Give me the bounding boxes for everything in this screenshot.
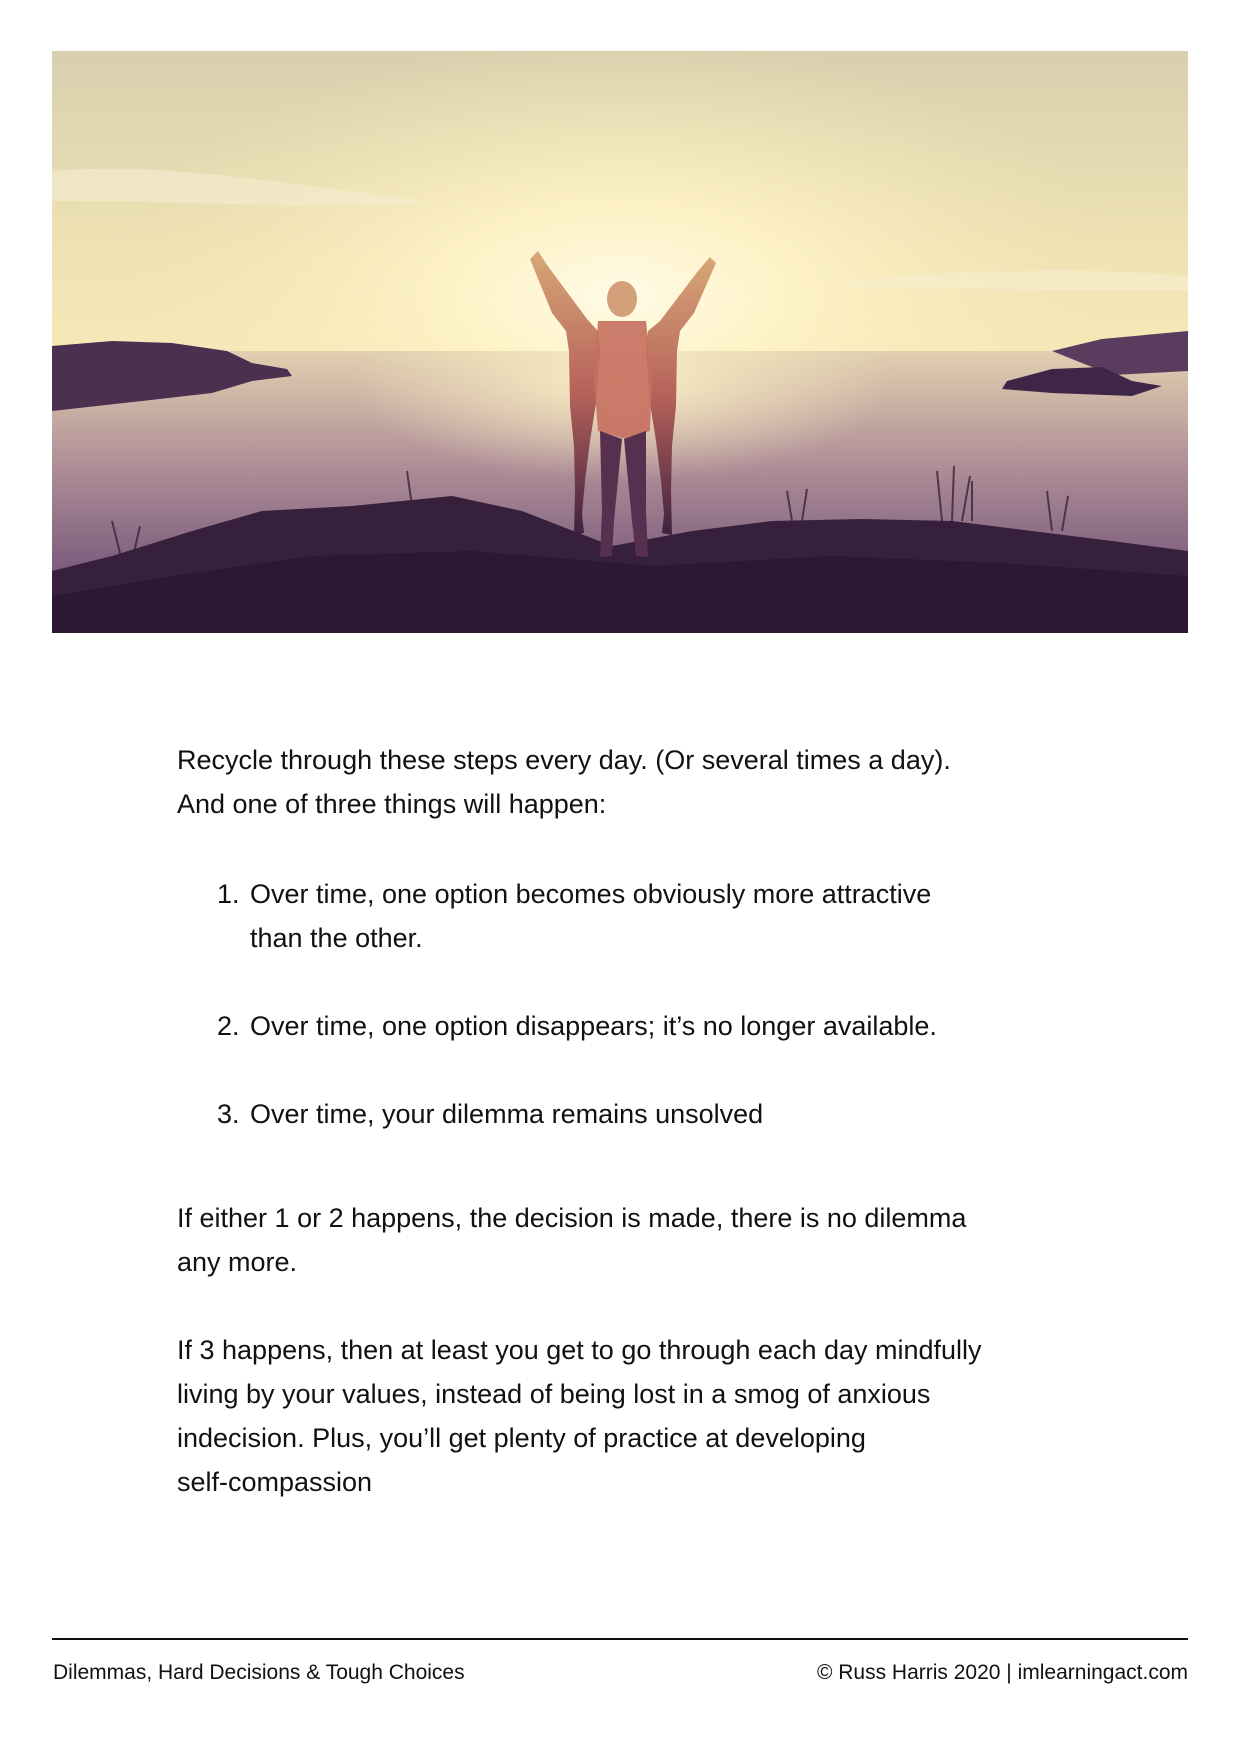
step-text-line-2: than the other. [250,923,423,953]
list-item [217,1092,1037,1136]
footer-title: Dilemmas, Hard Decisions & Tough Choices [53,1661,465,1684]
hero-photo [52,51,1188,633]
values-line-3: indecision. Plus, you’ll get plenty of practice at developing [177,1423,866,1453]
step-text [250,872,1037,960]
values-line-1: If 3 happens, then at least you get to go through each day mindfully [177,1335,982,1365]
person-arms-raised-at-sunset-photo [52,51,1188,633]
intro-line-1: Recycle through these steps every day. (Or several times a day). [177,745,951,775]
values-paragraph [177,1328,1077,1504]
step-number: 2. [217,1011,240,1041]
intro-line-2: And one of three things will happen: [177,789,607,819]
outcome-paragraph [177,1196,1077,1284]
intro-paragraph [177,738,1077,826]
list-item [217,1004,1037,1048]
list-item [217,872,1037,960]
outcome-line-1: If either 1 or 2 happens, the decision is made, there is no dilemma [177,1203,967,1233]
footer-copyright: © Russ Harris 2020 | imlearningact.com [816,1661,1188,1684]
values-line-4: self-compassion [177,1467,373,1497]
step-number: 1. [217,879,240,909]
step-number: 3. [217,1099,240,1129]
values-line-2: living by your values, instead of being lost in a smog of anxious [177,1379,931,1409]
step-text-line-1: Over time, one option becomes obviously more attractive [250,879,932,909]
step-text: Over time, one option disappears; it’s no longer available. [250,1011,937,1041]
step-text: Over time, your dilemma remains unsolved [250,1099,764,1129]
footer-divider [52,1638,1188,1640]
outcome-line-2: any more. [177,1247,298,1277]
